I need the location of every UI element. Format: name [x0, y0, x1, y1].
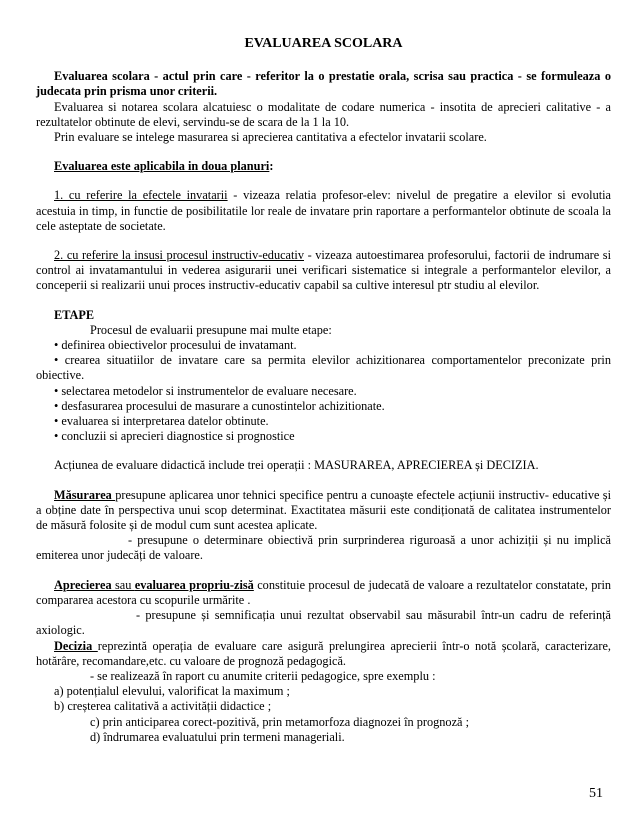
decizia-item: c) prin anticiparea corect-pozitivă, prin metamorfoza diagnozei în prognoză ; [90, 714, 469, 729]
etape-heading: ETAPE [54, 307, 95, 322]
aprecierea-paragraph [36, 578, 611, 608]
planuri-item-2 [36, 248, 611, 294]
aprecierea-sub [36, 608, 611, 638]
intro-paragraph-1: Evaluarea scolara - actul prin care - referitor la o prestatie orala, scrisa sau practica - se formuleaza o judecata prin prisma unor criterii. [36, 69, 611, 99]
decizia-item: d) îndrumarea evaluatului prin termeni manageriali. [90, 729, 345, 744]
planuri-heading-text: Evaluarea este aplicabila in doua planuri [54, 159, 270, 174]
etape-item: • desfasurarea procesului de masurare a cunostintelor achizitionate. [54, 398, 385, 413]
aprecierea-term: Aprecierea [54, 577, 115, 592]
masurarea-text: presupune aplicarea unor tehnici specifice pentru a cunoaște efectele acțiunii instructiv- educative și a obține date în perspectiva unui scop determinat. Exactitatea măsurii este condiționată de calitatea instrumentelor de măsură folosite și de modul cum sunt acestea aplicate. [36, 487, 612, 533]
decizia-text: reprezintă operația de evaluare care asigură prelungirea aprecierii într-o notă școlară, caracterizare, hotărâre, recomandare,etc. cu valoare de prognoză pedagogică. [36, 638, 612, 668]
etape-item: • selectarea metodelor si instrumentelor de evaluare necesare. [54, 383, 357, 398]
etape-item: • evaluarea si interpretarea datelor obtinute. [54, 414, 269, 429]
etape-intro: Procesul de evaluarii presupune mai multe etape: [90, 322, 332, 337]
masurarea-term: Măsurarea [54, 487, 116, 502]
masurarea-sub-text: - presupune o determinare obiectivă prin surprinderea riguroasă a unor achiziții și nu implică emiterea unor judecăți de valoare. [36, 533, 611, 563]
planuri-item-1-text: - vizeaza relatia profesor-elev: nivelul de pregatire a elevilor si evolutia acestuia in timp, in functie de posibilitatile lor reale de invatare prin raportare a performantelor obtinute de scoala la cele asteptate de societate. [36, 188, 612, 233]
planuri-item-2-label: 2. cu referire la insusi procesul instructiv-educativ [54, 248, 304, 263]
page-number: 51 [589, 786, 603, 801]
decizia-item: b) creșterea calitativă a activității didactice ; [54, 699, 272, 714]
intro-paragraph-3: Prin evaluare se intelege masurarea si aprecierea cantitativa a efectelor invatarii scolare. [54, 130, 487, 145]
masurarea-paragraph [36, 488, 611, 534]
etape-item: • crearea situatiilor de invatare care sa permita elevilor achizitionarea comportamentelor preconizate prin obiective. [36, 353, 611, 383]
planuri-heading-colon: : [269, 159, 274, 174]
planuri-item-1 [36, 188, 611, 234]
intro-paragraph-2: Evaluarea si notarea scolara alcatuiesc o modalitate de codare numerica - insotita de aprecieri calitative - a rezultatelor obtinute de elevi, servindu-se de scara de la 1 la 10. [36, 99, 611, 129]
planuri-heading [36, 159, 611, 174]
decizia-paragraph [36, 639, 611, 669]
masurarea-sub [36, 533, 611, 563]
etape-item: • concluzii si aprecieri diagnostice si prognostice [54, 429, 295, 444]
evaluarea-propriu-zisa-term: evaluarea propriu-zisă [134, 577, 254, 592]
document-page [36, 36, 611, 745]
page-title: EVALUAREA SCOLARA [244, 36, 403, 51]
etape-item: • definirea obiectivelor procesului de invatamant. [54, 338, 297, 353]
decizia-sub: - se realizează în raport cu anumite criterii pedagogice, spre exemplu : [90, 668, 436, 683]
planuri-item-1-label: 1. cu referire la efectele invatarii [54, 188, 228, 203]
aprecierea-sub-text: - presupune și semnificația unui rezultat observabil sau măsurabil într-un cadru de referință axiologic. [36, 608, 611, 638]
aprecierea-sau: sau [114, 577, 135, 592]
decizia-term: Decizia [54, 638, 98, 653]
actiunea-paragraph: Acțiunea de evaluare didactică include trei operații : MASURAREA, APRECIEREA și DECIZIA. [54, 458, 539, 473]
planuri-item-2-text: - vizeaza autoestimarea profesorului, factorii de indrumare si control ai invatamantului in vederea asigurarii unei verificari sistematice si integrale a performantelor elevilor, a conceperii si realizarii unui proces instructiv-educativ capabil sa cultive interesul ptr studiu al elevilor. [36, 248, 611, 293]
decizia-item: a) potențialul elevului, valorificat la maximum ; [54, 684, 290, 699]
aprecierea-text: constituie procesul de judecată de valoare a rezultatelor constatate, prin compararea acestora cu scopurile urmărite . [36, 577, 612, 607]
